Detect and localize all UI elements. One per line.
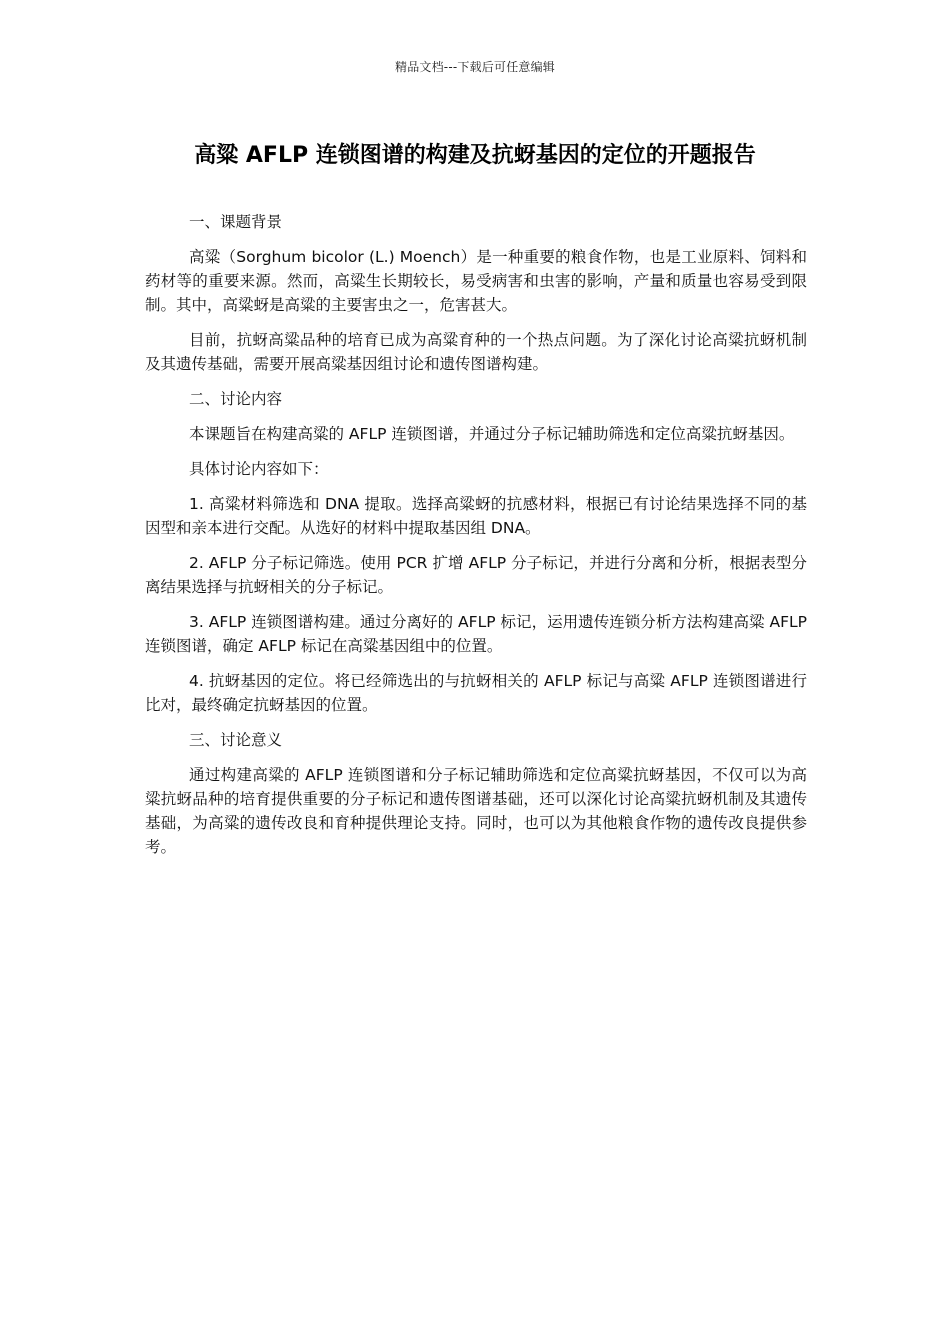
list-item: 2. AFLP 分子标记筛选。使用 PCR 扩增 AFLP 分子标记，并进行分离和分析，根据表型分离结果选择与抗蚜相关的分子标记。 [145, 554, 807, 596]
section-heading-content: 二、讨论内容 [189, 390, 283, 408]
list-item: 4. 抗蚜基因的定位。将已经筛选出的与抗蚜相关的 AFLP 标记与高粱 AFLP 连锁图谱进行比对，最终确定抗蚜基因的位置。 [145, 672, 807, 714]
document-body [145, 210, 807, 870]
list-item: 1. 高粱材料筛选和 DNA 提取。选择高粱蚜的抗感材料，根据已有讨论结果选择不同的基因型和亲本进行交配。从选好的材料中提取基因组 DNA。 [145, 495, 807, 537]
header-note: 精品文档---下载后可任意编辑 [395, 60, 555, 74]
document-title: 高粱 AFLP 连锁图谱的构建及抗蚜基因的定位的开题报告 [194, 143, 756, 168]
list-item: 3. AFLP 连锁图谱构建。通过分离好的 AFLP 标记，运用遗传连锁分析方法构建高粱 AFLP 连锁图谱，确定 AFLP 标记在高粱基因组中的位置。 [145, 613, 807, 655]
paragraph: 高粱（Sorghum bicolor (L.) Moench）是一种重要的粮食作物，也是工业原料、饲料和药材等的重要来源。然而，高粱生长期较长，易受病害和虫害的影响，产量和质量也容易受到限制。其中，高粱蚜是高粱的主要害虫之一，危害甚大。 [145, 248, 807, 314]
paragraph: 通过构建高粱的 AFLP 连锁图谱和分子标记辅助筛选和定位高粱抗蚜基因，不仅可以为高粱抗蚜品种的培育提供重要的分子标记和遗传图谱基础，还可以深化讨论高粱抗蚜机制及其遗传基础，为高粱的遗传改良和育种提供理论支持。同时，也可以为其他粮食作物的遗传改良提供参考。 [145, 766, 807, 856]
section-heading-background: 一、课题背景 [189, 213, 283, 231]
section-heading-significance: 三、讨论意义 [189, 731, 283, 749]
paragraph: 目前，抗蚜高粱品种的培育已成为高粱育种的一个热点问题。为了深化讨论高粱抗蚜机制及其遗传基础，需要开展高粱基因组讨论和遗传图谱构建。 [145, 331, 807, 373]
paragraph: 本课题旨在构建高粱的 AFLP 连锁图谱，并通过分子标记辅助筛选和定位高粱抗蚜基因。 [189, 425, 795, 443]
paragraph: 具体讨论内容如下： [189, 460, 329, 478]
